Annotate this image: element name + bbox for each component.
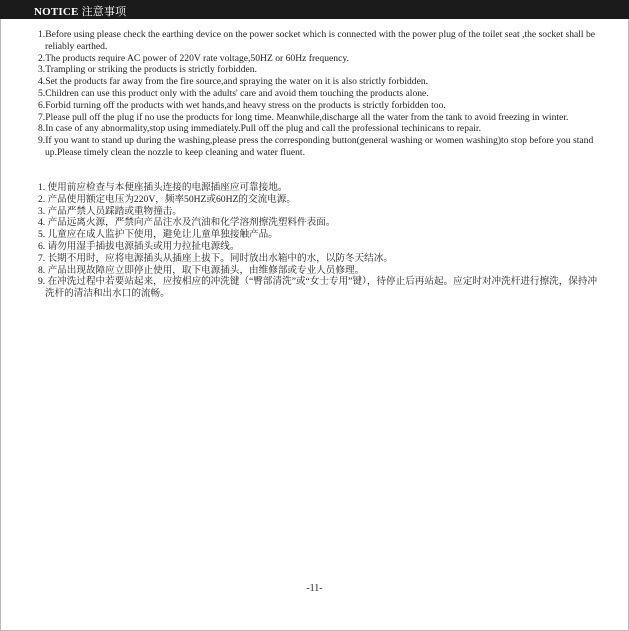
english-notice-item: 5.Children can use this product only with the adults' care and avoid them touching the products alone. (38, 87, 429, 99)
english-notice-item: 1.Before using please check the earthing device on the power socket which is connected with the power plug of the toilet seat ,the socket shall be reliably earthed. (38, 29, 596, 52)
chinese-notice-item: 4. 产品远离火源，严禁向产品注水及汽油和化学溶剂擦洗塑料件表面。 (38, 217, 336, 229)
english-notice-item: 3.Trampling or striking the products is strictly forbidden. (38, 64, 257, 76)
chinese-notice-list (38, 182, 604, 300)
english-notice-item: 4.Set the products far away from the fire source,and spraying the water on it is also strictly forbidden. (38, 76, 429, 88)
chinese-notice-item: 5. 儿童应在成人监护下使用，避免让儿童单独接触产品。 (38, 229, 278, 241)
page-number: -11- (306, 583, 323, 594)
chinese-notice-item: 6. 请勿用湿手插拔电源插头或用力拉扯电源线。 (38, 240, 240, 252)
notice-header-bar (0, 0, 629, 19)
english-notice-item: 6.Forbid turning off the products with wet hands,and heavy stress on the products is strictly forbidden too. (38, 99, 446, 111)
english-notice-item: 7.Please pull off the plug if no use the products for long time. Meanwhile,discharge all the water from the tank to avoid freezing in winter. (38, 111, 569, 123)
chinese-notice-item: 8. 产品出现故障应立即停止使用，取下电源插头，由维修部或专业人员修理。 (38, 264, 365, 276)
notice-title (34, 3, 126, 19)
english-notice-item: 2.The products require AC power of 220V rate voltage,50HZ or 60Hz frequency. (38, 52, 349, 64)
chinese-notice-item: 7. 长期不用时，应将电源插头从插座上拔下。同时放出水箱中的水，以防冬天结冰。 (38, 252, 393, 264)
chinese-notice-item: 3. 产品严禁人员踩踏或重物撞击。 (38, 205, 182, 217)
chinese-notice-item: 9. 在冲洗过程中若要站起来，应按相应的冲洗键（“臀部清洗”或“女士专用”键），待停止后再站起。应定时对冲洗杆进行擦洗，保持冲洗杆的清洁和出水口的流畅。 (38, 276, 598, 300)
chinese-notice-item: 1. 使用前应检查与本便座插头连接的电源插座应可靠接地。 (38, 182, 288, 193)
english-notice-item: 9.If you want to stand up during the washing,please press the corresponding button(general washing or women washing)to stop before you stand up.Please timely clean the nozzle to keep cleaning and water fluent. (38, 135, 594, 158)
english-notice-list (38, 29, 598, 159)
notice-title-cn: 注意事项 (81, 6, 127, 18)
chinese-notice-item: 2. 产品使用额定电压为220V，频率50HZ或60HZ的交流电源。 (38, 193, 296, 205)
english-notice-item: 8.In case of any abnormality,stop using immediately.Pull off the plug and call the professional techinicans to repair. (38, 123, 481, 135)
notice-title-en: NOTICE (34, 6, 79, 18)
